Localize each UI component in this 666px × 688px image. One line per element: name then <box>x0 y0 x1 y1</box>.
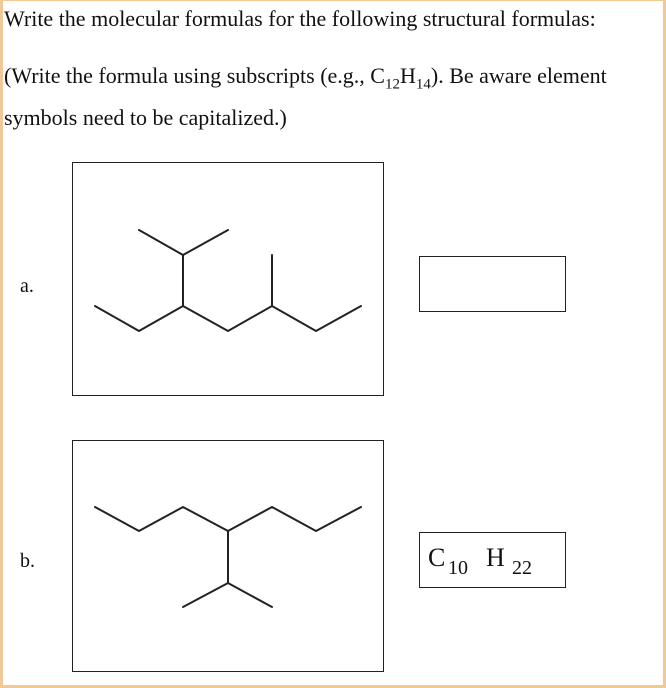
answer-b-carbon-symbol: C <box>428 543 446 572</box>
answer-a-box[interactable] <box>419 256 566 312</box>
example-carbon-subscript: 12 <box>384 76 400 93</box>
skeletal-structure-a-icon <box>73 163 385 397</box>
question-instruction <box>4 59 654 134</box>
bond-line <box>183 230 228 255</box>
structure-a-box <box>72 162 384 396</box>
instruction-text-start: (Write the formula using subscripts (e.g., C <box>4 63 385 88</box>
bond-line <box>228 583 272 607</box>
bond-line <box>95 507 361 531</box>
question-heading: Write the molecular formulas for the following structural formulas: <box>4 6 596 31</box>
bond-line <box>95 306 361 331</box>
example-hydrogen-symbol: H <box>399 63 416 88</box>
answer-b-hydrogen-count: 22 <box>512 557 532 579</box>
bond-line <box>183 583 228 607</box>
skeletal-structure-b-icon <box>73 441 385 673</box>
answer-b-box[interactable] <box>419 532 566 588</box>
structure-b-box <box>72 440 384 672</box>
instruction-text-end: ). Be aware element symbols need to be capitalized.) <box>4 63 607 131</box>
bond-line <box>139 230 183 255</box>
answer-b-carbon-count: 10 <box>448 557 468 579</box>
example-hydrogen-subscript: 14 <box>415 76 431 93</box>
answer-b-hydrogen-symbol: H <box>486 543 505 572</box>
item-a-label: a. <box>20 275 34 297</box>
item-b-label: b. <box>20 550 35 572</box>
